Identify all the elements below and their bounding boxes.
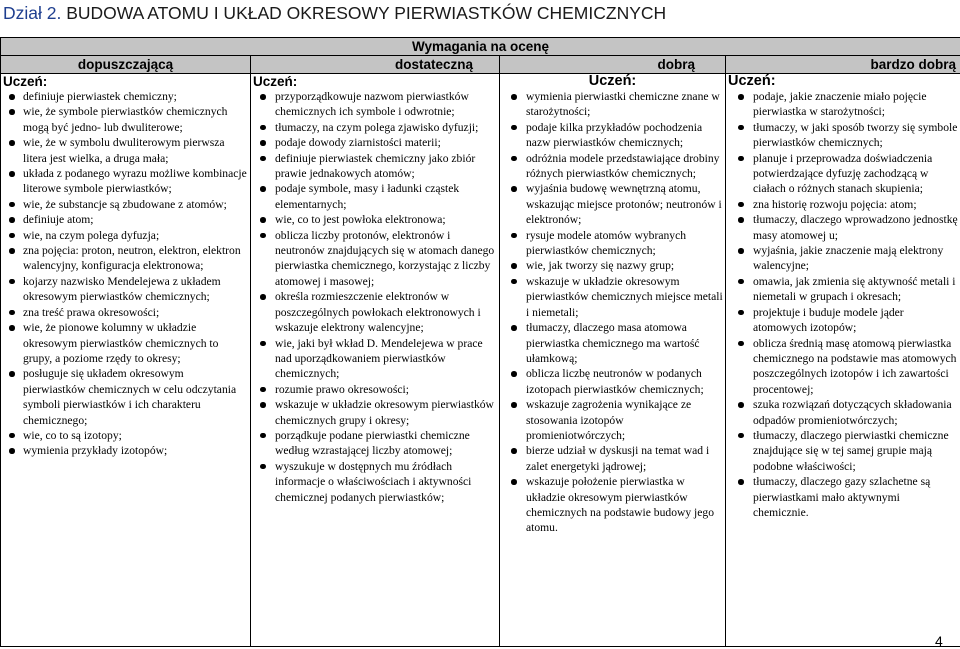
requirements-list	[253, 89, 497, 505]
requirement-item: wie, co to są izotopy;	[3, 428, 248, 443]
requirement-item: tłumaczy, w jaki sposób tworzy się symbole pierwiastków chemicznych;	[728, 120, 958, 151]
requirement-item: porządkuje podane pierwiastki chemiczne według wzrastającej liczby atomowej;	[253, 428, 497, 459]
section-number: Dział 2.	[3, 3, 62, 23]
column-bardzo-dobra	[726, 74, 960, 647]
requirements-header: Wymagania na ocenę	[1, 38, 960, 56]
requirement-item: wymienia pierwiastki chemiczne znane w starożytności;	[502, 89, 723, 120]
requirement-item: podaje dowody ziarnistości materii;	[253, 135, 497, 150]
requirements-list	[728, 89, 958, 520]
column-dostateczna	[251, 74, 500, 647]
requirement-item: tłumaczy, dlaczego masa atomowa pierwiastka chemicznego ma wartość ułamkową;	[502, 320, 723, 366]
page-number: 4	[935, 633, 943, 649]
grade-bardzo-dobra: bardzo dobrą	[726, 56, 960, 74]
requirements-body-row	[1, 74, 960, 647]
requirement-item: wskazuje w układzie okresowym pierwiastków chemicznych grupy i okresy;	[253, 397, 497, 428]
requirement-item: definiuje pierwiastek chemiczny;	[3, 89, 248, 104]
requirements-list	[502, 89, 723, 536]
requirement-item: rysuje modele atomów wybranych pierwiastków chemicznych;	[502, 228, 723, 259]
requirement-item: projektuje i buduje modele jąder atomowych izotopów;	[728, 305, 958, 336]
requirement-item: układa z podanego wyrazu możliwe kombinacje literowe symbole pierwiastków;	[3, 166, 248, 197]
requirement-item: wskazuje w układzie okresowym pierwiastków chemicznych miejsce metali i niemetali;	[502, 274, 723, 320]
requirement-item: definiuje pierwiastek chemiczny jako zbiór prawie jednakowych atomów;	[253, 151, 497, 182]
requirement-item: wymienia przykłady izotopów;	[3, 443, 248, 458]
requirement-item: rozumie prawo okresowości;	[253, 382, 497, 397]
requirement-item: oblicza średnią masę atomową pierwiastka chemicznego na podstawie mas atomowych poszczególnych izotopów i ich zawartości procentowej;	[728, 336, 958, 398]
requirement-item: podaje kilka przykładów pochodzenia nazw pierwiastków chemicznych;	[502, 120, 723, 151]
requirement-item: szuka rozwiązań dotyczących składowania odpadów promieniotwórczych;	[728, 397, 958, 428]
requirement-item: wie, jak tworzy się nazwy grup;	[502, 258, 723, 273]
requirement-item: wyjaśnia budowę wewnętrzną atomu, wskazując miejsce protonów; neutronów i elektronów;	[502, 181, 723, 227]
requirement-item: kojarzy nazwisko Mendelejewa z układem okresowym pierwiastków chemicznych;	[3, 274, 248, 305]
requirement-item: definiuje atom;	[3, 212, 248, 227]
requirement-item: wie, że symbole pierwiastków chemicznych mogą być jedno- lub dwuliterowe;	[3, 104, 248, 135]
section-name: BUDOWA ATOMU I UKŁAD OKRESOWY PIERWIASTKÓW CHEMICZNYCH	[66, 3, 667, 23]
requirement-item: wskazuje położenie pierwiastka w układzie okresowym pierwiastków chemicznych na podstawie budowy jego atomu.	[502, 474, 723, 536]
requirement-item: tłumaczy, dlaczego gazy szlachetne są pierwiastkami mało aktywnymi chemicznie.	[728, 474, 958, 520]
requirement-item: wskazuje zagrożenia wynikające ze stosowania izotopów promieniotwórczych;	[502, 397, 723, 443]
requirement-item: wie, jaki był wkład D. Mendelejewa w prace nad uporządkowaniem pierwiastków chemicznych;	[253, 336, 497, 382]
column-label: Uczeń:	[728, 73, 776, 89]
column-dopuszczajaca	[1, 74, 251, 647]
requirement-item: odróżnia modele przedstawiające drobiny różnych pierwiastków chemicznych;	[502, 151, 723, 182]
requirement-item: wie, że substancje są zbudowane z atomów;	[3, 197, 248, 212]
column-label: Uczeń:	[3, 74, 48, 89]
requirement-item: wie, że pionowe kolumny w układzie okresowym pierwiastków chemicznych to grupy, a poziome rzędy to okresy;	[3, 320, 248, 366]
requirement-item: zna treść prawa okresowości;	[3, 305, 248, 320]
grade-dopuszczajaca: dopuszczającą	[1, 56, 251, 74]
requirement-item: posługuje się układem okresowym pierwiastków chemicznych w celu odczytania symboli pierwiastków i ich charakteru chemicznego;	[3, 366, 248, 428]
requirement-item: tłumaczy, dlaczego pierwiastki chemiczne znajdujące się w tej samej grupie mają podobne właściwości;	[728, 428, 958, 474]
requirements-list	[3, 89, 248, 459]
requirements-table	[0, 37, 960, 647]
requirement-item: wie, że w symbolu dwuliterowym pierwsza litera jest wielka, a druga mała;	[3, 135, 248, 166]
requirement-item: planuje i przeprowadza doświadczenia potwierdzające dyfuzję zachodzącą w ciałach o różnych stanach skupienia;	[728, 151, 958, 197]
section-title	[3, 3, 958, 24]
requirement-item: bierze udział w dyskusji na temat wad i zalet energetyki jądrowej;	[502, 443, 723, 474]
column-label: Uczeń:	[588, 73, 637, 89]
column-dobra	[500, 74, 726, 647]
requirement-item: określa rozmieszczenie elektronów w poszczególnych powłokach elektronowych i wskazuje elektrony walencyjne;	[253, 289, 497, 335]
requirement-item: omawia, jak zmienia się aktywność metali i niemetali w grupach i okresach;	[728, 274, 958, 305]
requirement-item: oblicza liczbę neutronów w podanych izotopach pierwiastków chemicznych;	[502, 366, 723, 397]
requirement-item: oblicza liczby protonów, elektronów i neutronów znajdujących się w atomach danego pierwiastka chemicznego, korzystając z liczby atomowej i masowej;	[253, 228, 497, 290]
requirement-item: wie, na czym polega dyfuzja;	[3, 228, 248, 243]
column-label: Uczeń:	[253, 74, 298, 89]
requirement-item: przyporządkowuje nazwom pierwiastków chemicznych ich symbole i odwrotnie;	[253, 89, 497, 120]
grade-dobra: dobrą	[500, 56, 726, 74]
requirement-item: wyjaśnia, jakie znaczenie mają elektrony walencyjne;	[728, 243, 958, 274]
requirement-item: podaje symbole, masy i ładunki cząstek elementarnych;	[253, 181, 497, 212]
requirement-item: wie, co to jest powłoka elektronowa;	[253, 212, 497, 227]
grade-dostateczna: dostateczną	[251, 56, 500, 74]
requirement-item: podaje, jakie znaczenie miało pojęcie pierwiastka w starożytności;	[728, 89, 958, 120]
requirement-item: tłumaczy, na czym polega zjawisko dyfuzji;	[253, 120, 497, 135]
requirement-item: zna historię rozwoju pojęcia: atom;	[728, 197, 958, 212]
requirement-item: tłumaczy, dlaczego wprowadzono jednostkę masy atomowej u;	[728, 212, 958, 243]
requirement-item: wyszukuje w dostępnych mu źródłach informacje o właściwościach i aktywności chemicznej podanych pierwiastków;	[253, 459, 497, 505]
table-header-row	[1, 38, 960, 56]
requirement-item: zna pojęcia: proton, neutron, elektron, elektron walencyjny, konfiguracja elektronowa;	[3, 243, 248, 274]
grades-row	[1, 56, 960, 74]
